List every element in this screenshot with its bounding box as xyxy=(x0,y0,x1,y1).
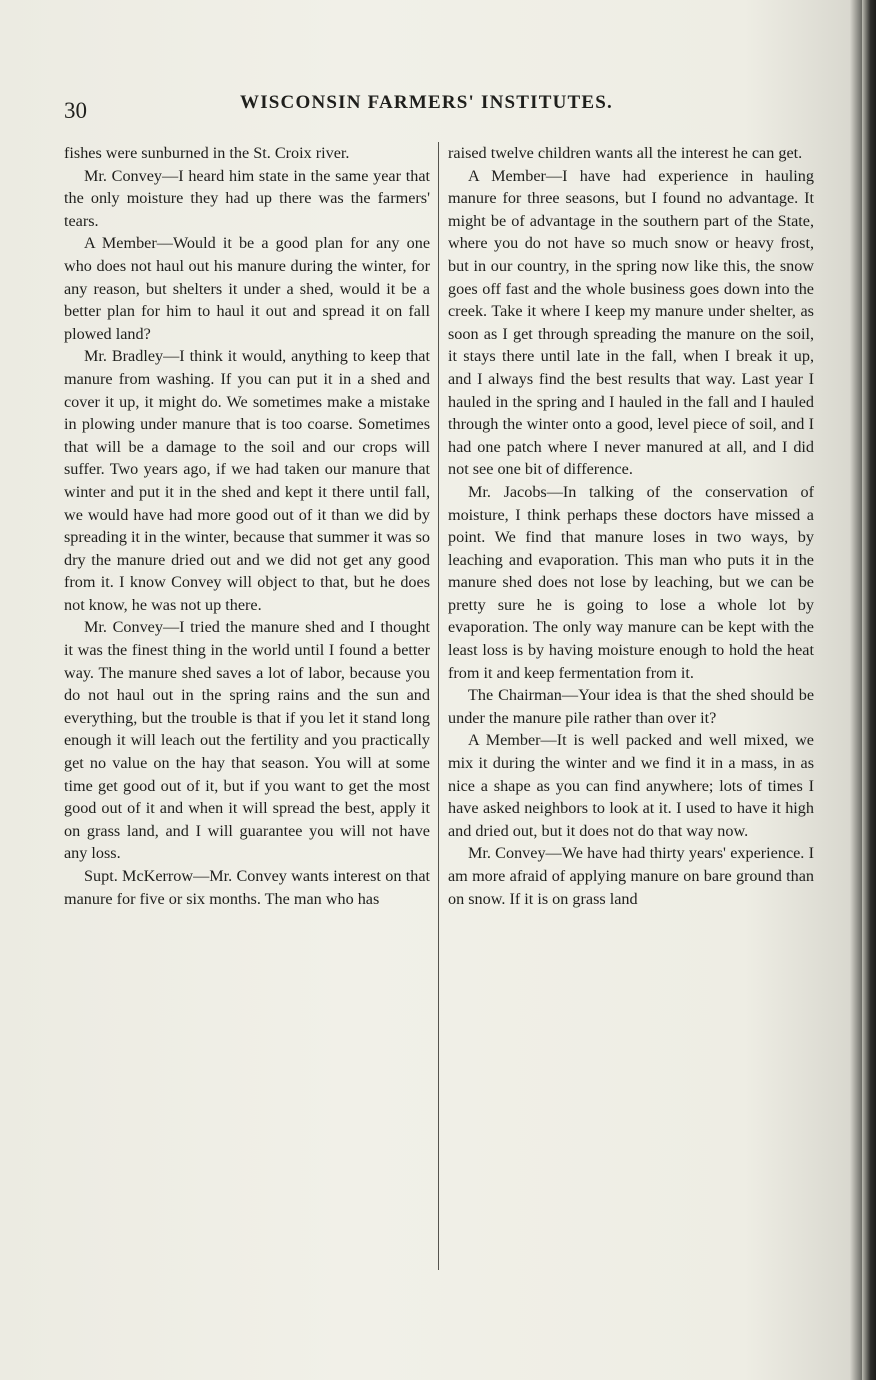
right-column xyxy=(448,142,814,910)
paragraph: Supt. McKerrow—Mr. Convey wants interest on that manure for five or six months. The man who has xyxy=(64,867,430,908)
page-header xyxy=(64,92,844,122)
paragraph: Mr. Convey—I heard him state in the same year that the only moisture they had up there was the farmers' tears. xyxy=(64,166,430,230)
page-number: 30 xyxy=(64,98,87,123)
paragraph: The Chairman—Your idea is that the shed should be under the manure pile rather than over it? xyxy=(448,686,814,727)
paragraph: raised twelve children wants all the interest he can get. xyxy=(448,144,803,162)
running-title: WISCONSIN FARMERS' INSTITUTES. xyxy=(240,92,613,113)
paragraph: A Member—It is well packed and well mixed, we mix it during the winter and we find it in a mass, in as nice a shape as you can find anywhere; lots of times I have asked neighbors to look at it. I used to have it high and dried out, but it does not do that way now. xyxy=(448,731,814,840)
left-column xyxy=(64,142,430,910)
column-divider xyxy=(438,142,439,1270)
page-edge-shadow xyxy=(862,0,876,1380)
paragraph: Mr. Convey—We have had thirty years' experience. I am more afraid of applying manure on bare ground than on snow. If it is on grass land xyxy=(448,844,814,908)
paragraph: fishes were sunburned in the St. Croix river. xyxy=(64,144,350,162)
paragraph: Mr. Convey—I tried the manure shed and I thought it was the finest thing in the world until I found a better way. The manure shed saves a lot of labor, because you do not haul out in the spring rains and the sun and everything, but the trouble is that if you let it stand long enough it will leach out the fertility and you practically get no value on the hay that season. You will at some time get good out of it, but if you want to get the most good out of it and when it will spread the best, apply it on grass land, and I will guarantee you will not have any loss. xyxy=(64,618,430,863)
paragraph: Mr. Bradley—I think it would, anything to keep that manure from washing. If you can put it in a shed and cover it up, it might do. We sometimes make a mistake in plowing under manure that is too coarse. Sometimes that will be a damage to the soil and our crops will suffer. Two years ago, if we had taken our manure that winter and put it in the shed and kept it there until fall, we would have had more good out of it than we did by spreading it in the winter, because that summer it was so dry the manure dried out and we did not get any good from it. I know Convey will object to that, but he does not know, he was not up there. xyxy=(64,347,430,614)
paragraph: A Member—I have had experience in hauling manure for three seasons, but I found no advantage. It might be of advantage in the southern part of the State, where you do not have so much snow or heavy frost, but in our country, in the spring now like this, the snow goes off fast and the whole business goes down into the creek. Take it where I keep my manure under shelter, as soon as I get through spreading the manure on the soil, it stays there until late in the fall, when I break it up, and I always find the best results that way. Last year I hauled in the spring and I hauled in the fall and I hauled through the winter onto a good, level piece of soil, and I had one patch where I never manured at all, and I did not see one bit of difference. xyxy=(448,166,814,479)
paragraph: A Member—Would it be a good plan for any one who does not haul out his manure during the winter, for any reason, but shelters it under a shed, would it be a better plan for him to haul it out and spread it on fall plowed land? xyxy=(64,234,430,343)
paragraph: Mr. Jacobs—In talking of the conservation of moisture, I think perhaps these doctors have missed a point. We find that manure loses in two ways, by leaching and evaporation. This man who puts it in the manure shed does not lose by leaching, but we can be pretty sure he is going to lose a whole lot by evaporation. The only way manure can be kept with the least loss is by having moisture enough to hold the heat from it and keep fermentation from it. xyxy=(448,482,814,682)
